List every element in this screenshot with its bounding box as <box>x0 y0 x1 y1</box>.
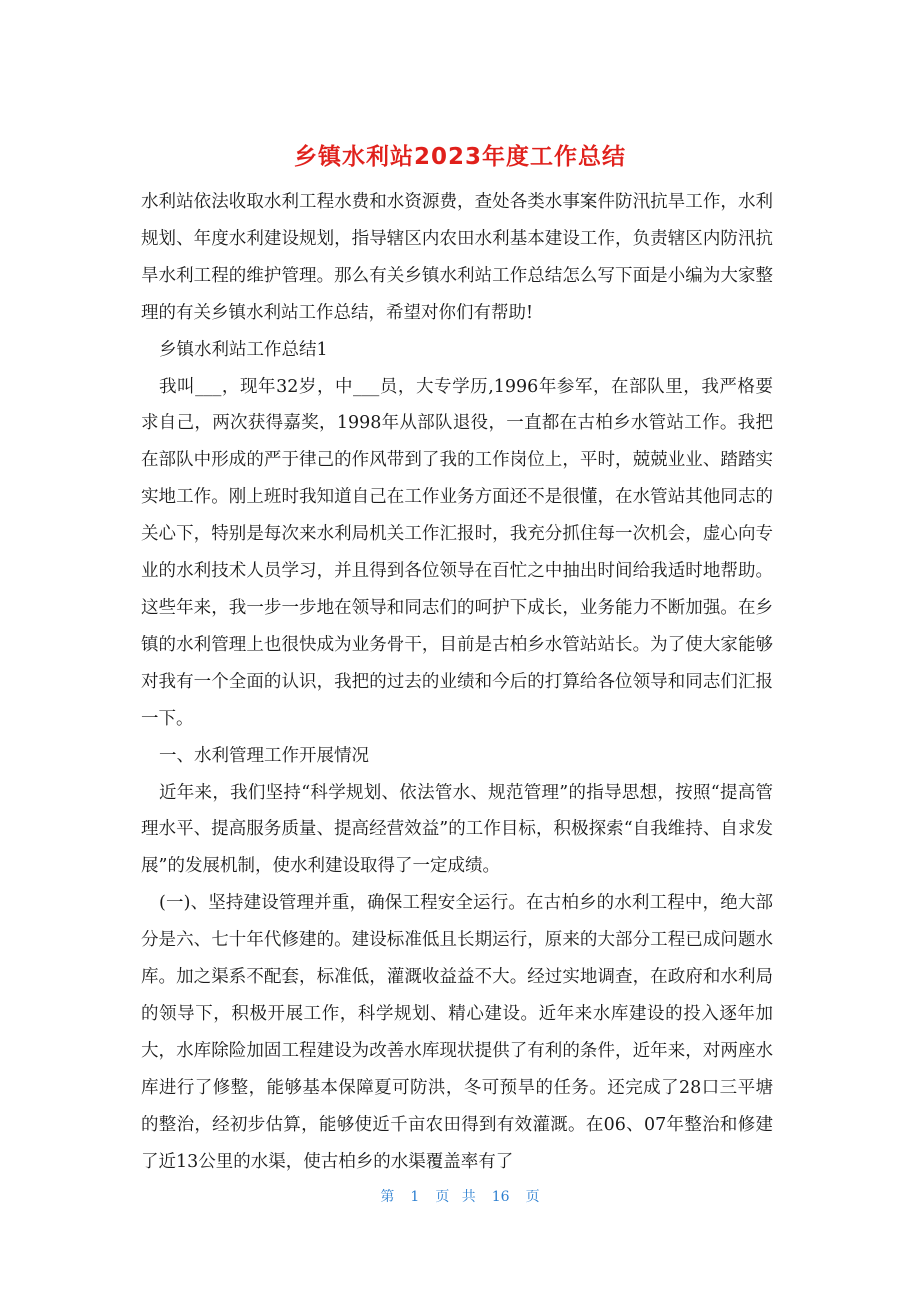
section-heading-2: 一、水利管理工作开展情况 <box>159 745 369 766</box>
footer-total-pages: 16 <box>491 1189 510 1205</box>
body-paragraph: 我叫___，现年32岁，中___员，大专学历,1996年参军，在部队里，我严格要求自己，两次获得嘉奖，1998年从部队退役，一直都在古柏乡水管站工作。我把在部队中形成的严于律己的作风带到了我的工作岗位上，平时，兢兢业业、踏踏实实地工作。刚上班时我知道自己在工作业务方面还不是很懂，在水管站其他同志的关心下，特别是每次来水利局机关工作汇报时，我充分抓住每一次机会，虚心向专业的水利技术人员学习，并且得到各位领导在百忙之中抽出时间给我适时地帮助。这些年来，我一步一步地在领导和同志们的呵护下成长，业务能力不断加强。在乡镇的水利管理上也很快成为业务骨干，目前是古柏乡水管站站长。为了使大家能够对我有一个全面的认识，我把的过去的业绩和今后的打算给各位领导和同志们汇报一下。 <box>141 376 773 729</box>
footer-label-page: 第 <box>380 1189 395 1205</box>
document-title: 乡镇水利站2023年度工作总结 <box>293 144 626 170</box>
body-paragraph: 近年来，我们坚持“科学规划、依法管水、规范管理”的指导思想，按照“提高管理水平、提高服务质量、提高经营效益”的工作目标，积极探索“自我维持、自求发展”的发展机制，使水利建设取得了一定成绩。 <box>141 782 773 877</box>
footer-label-of: 页 共 <box>435 1189 476 1205</box>
body-paragraph: (一)、坚持建设管理并重，确保工程安全运行。在古柏乡的水利工程中，绝大部分是六、七十年代修建的。建设标准低且长期运行，原来的大部分工程已成问题水库。加之渠系不配套，标准低，灌溉收益益不大。经过实地调查，在政府和水利局的领导下，积极开展工作，科学规划、精心建设。近年来水库建设的投入逐年加大，水库除险加固工程建设为改善水库现状提供了有利的条件，近年来，对两座水库进行了修整，能够基本保障夏可防洪，冬可预旱的任务。还完成了28口三平塘的整治，经初步估算，能够使近千亩农田得到有效灌溉。在06、07年整治和修建了近13公里的水渠，使古柏乡的水渠覆盖率有了 <box>141 893 773 1172</box>
intro-paragraph: 水利站依法收取水利工程水费和水资源费，查处各类水事案件防汛抗旱工作，水利规划、年度水利建设规划，指导辖区内农田水利基本建设工作，负责辖区内防汛抗旱水利工程的维护管理。那么有关乡镇水利站工作总结怎么写下面是小编为大家整理的有关乡镇水利站工作总结，希望对你们有帮助! <box>141 192 773 323</box>
page-footer <box>0 1186 920 1206</box>
document-body <box>141 184 773 1180</box>
section-heading-1: 乡镇水利站工作总结1 <box>159 339 328 360</box>
footer-current-page: 1 <box>410 1189 420 1205</box>
footer-label-suffix: 页 <box>525 1189 540 1205</box>
